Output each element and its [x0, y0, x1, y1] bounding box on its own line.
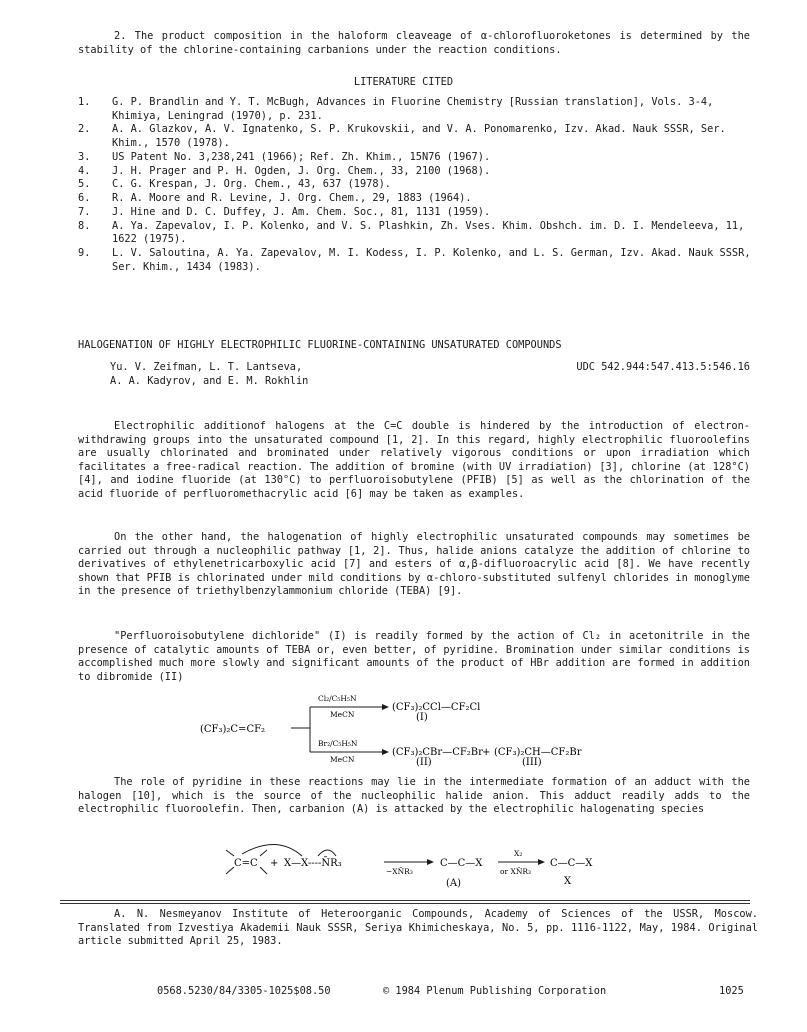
scheme2-arrow-below: −XN̄R₃: [386, 867, 413, 876]
scheme2-product: C—C—X: [550, 858, 593, 869]
bond-line: [226, 867, 234, 874]
reference-item: [78, 123, 758, 150]
scheme2-intermediate: C—C—X: [440, 858, 483, 869]
reference-text: C. G. Krespan, J. Org. Chem., 43, 637 (1978).: [112, 178, 391, 191]
scheme1-reactant: (CF₃)₂C=CF₂: [200, 724, 266, 735]
reference-text: L. V. Saloutina, A. Ya. Zapevalov, M. I. Kodess, I. P. Kolenko, and L. S. German, Izv. Akad. Nauk SSSR, Ser. Khim., 1434 (1983).: [112, 247, 751, 273]
scheme1-solvent-top: MeCN: [330, 710, 355, 719]
curved-arrow-icon: [242, 844, 302, 856]
reference-item: [78, 206, 758, 220]
reference-text: R. A. Moore and R. Levine, J. Org. Chem., 29, 1883 (1964).: [112, 192, 472, 205]
reference-number: 8.: [78, 219, 91, 232]
scheme1-label-III: (III): [522, 757, 542, 768]
body-paragraph-3: "Perfluoroisobutylene dichloride" (I) is readily formed by the action of Cl₂ in acetonitrile in the presence of catalytic amounts of TEBA or, even better, of pyridine. Bromination under similar conditions is accomplished much more slowly and significant amounts of the product of HBr addition are formed in addition to dibromide (II): [78, 630, 750, 683]
reference-item: [78, 165, 758, 179]
scheme1-product-II: (CF₃)₂CBr—CF₂Br: [392, 747, 483, 758]
bond-line: [260, 867, 267, 874]
footer-rule: [60, 900, 750, 901]
reference-number: 7.: [78, 205, 91, 218]
body-paragraph-2: On the other hand, the halogenation of highly electrophilic unsaturated compounds may sometimes be carried out through a nucleophilic pathway [1, 2]. Thus, halide anions catalyze the addition of chlorine to derivatives of ethylenetricarboxylic acid [7] and esters of α,β-difluoroacrylic acid [8]. We have recently shown that PFIB is chlorinated under mild conditions by α-chloro-substituted sulfenyl chlorides in monoglyme in the presence of triethylbenzylammonium chloride (TEBA) [9].: [78, 531, 750, 598]
footer-rule: [60, 903, 750, 904]
bond-line: [260, 850, 267, 856]
udc-code: UDC 542.944:547.413.5:546.16: [576, 361, 750, 373]
arrow-head-icon: [382, 749, 389, 755]
reference-number: 2.: [78, 123, 91, 136]
scheme2-arrow2-above: X₂: [514, 849, 523, 858]
scheme2-plus: +: [270, 858, 279, 869]
scheme1-solvent-bottom: MeCN: [330, 755, 355, 764]
literature-heading: LITERATURE CITED: [353, 76, 454, 88]
reference-text: J. Hine and D. C. Duffey, J. Am. Chem. Soc., 81, 1131 (1959).: [112, 205, 491, 218]
reference-item: [78, 247, 758, 274]
reference-item: [78, 178, 758, 192]
reference-text: G. P. Brandlin and Y. T. McBugh, Advances in Fluorine Chemistry [Russian translation], Vols. 3-4, Khimiya, Leningrad (1970), p. 231.: [112, 96, 714, 122]
authors-line: A. A. Kadyrov, and E. M. Rokhlin: [110, 374, 309, 387]
scheme2-label-A: (A): [446, 878, 462, 889]
reference-item: [78, 96, 758, 123]
reference-text: US Patent No. 3,238,241 (1966); Ref. Zh. Khim., 15N76 (1967).: [112, 150, 491, 163]
reference-list: [78, 96, 758, 274]
scheme2-arrow2-below: or XN̄R₃: [500, 867, 532, 876]
reference-text: A. A. Glazkov, A. V. Ignatenko, S. P. Krukovskii, and V. A. Ponomarenko, Izv. Akad. Nauk SSSR, Ser. Khim., 1570 (1978).: [112, 123, 726, 149]
curved-arrow-icon: [318, 850, 336, 856]
conclusion-2: 2. The product composition in the haloform cleaveage of α-chlorofluoroketones is determined by the stability of the chlorine-containing carbanions under the reaction conditions.: [78, 30, 750, 56]
scheme1-product-I: (CF₃)₂CCl—CF₂Cl: [392, 702, 481, 713]
bond-line: [226, 850, 234, 856]
body-paragraph-4: The role of pyridine in these reactions may lie in the intermediate formation of an adduct with the halogen [10], which is the source of the nucleophilic halide anion. This adduct readily adds to the electrophilic fluoroolefin. Then, carbanion (A) is attacked by the electrophilic halogenating species: [78, 776, 750, 816]
body-paragraph-1: Electrophilic additionof halogens at the C=C double is hindered by the introduction of electron-withdrawing groups into the unsaturated compound [1, 2]. In this regard, highly electrophilic fluoroolefins are usually chlorinated and brominated under relatively vigorous conditions or upon irradiation which facilitates a free-radical reaction. The addition of bromine (with UV irradiation) [3], chlorine (at 128°C) [4], and iodine fluoride (at 130°C) to perfluoroisobutylene (PFIB) [5] as well as the chlorination of the acid fluoride of perfluoromethacrylic acid [6] may be taken as examples.: [78, 420, 750, 500]
scheme1-plus: +: [482, 747, 491, 758]
footer-affiliation: A. N. Nesmeyanov Institute of Heteroorganic Compounds, Academy of Sciences of the USSR, Moscow. Translated from Izvestiya Akademii Nauk SSSR, Seriya Khimicheskaya, No. 5, pp. 1116-1122, May, 1984. Original article submitted April 25, 1983.: [78, 908, 758, 948]
arrow-head-icon: [427, 859, 434, 865]
reference-text: J. H. Prager and P. H. Ogden, J. Org. Chem., 33, 2100 (1968).: [112, 164, 491, 177]
reference-number: 9.: [78, 247, 91, 260]
scheme1-label-II: (II): [416, 757, 432, 768]
article-authors: [110, 361, 470, 388]
reference-number: 4.: [78, 164, 91, 177]
arrow-head-icon: [382, 704, 389, 710]
scheme1-label-I: (I): [416, 712, 428, 723]
footer-code: 0568.5230/84/3305-1025$08.50: [157, 985, 331, 997]
scheme2-product-X: X: [564, 876, 572, 887]
reaction-scheme-2: [222, 840, 612, 892]
scheme1-reagent-bottom: Br₂/C₅H₅N: [318, 739, 358, 748]
scheme1-product-III: (CF₃)₂CH—CF₂Br: [494, 747, 582, 758]
article-title: HALOGENATION OF HIGHLY ELECTROPHILIC FLUORINE-CONTAINING UNSATURATED COMPOUNDS: [78, 339, 562, 351]
scheme2-halogen-adduct: X—X----N̄R₃: [284, 858, 342, 869]
footer-copyright: © 1984 Plenum Publishing Corporation: [383, 985, 607, 997]
reference-number: 5.: [78, 178, 91, 191]
reference-number: 1.: [78, 96, 91, 108]
reference-item: [78, 151, 758, 165]
reference-item: [78, 220, 758, 247]
reference-item: [78, 192, 758, 206]
reference-number: 3.: [78, 150, 91, 163]
reference-number: 6.: [78, 192, 91, 205]
reference-text: A. Ya. Zapevalov, I. P. Kolenko, and V. S. Plashkin, Zh. Vses. Khim. Obshch. im. D. I. Mendeleeva, 11, 1622 (1975).: [112, 219, 745, 246]
page-number: 1025: [719, 985, 744, 997]
scheme2-alkene: C=C: [234, 858, 258, 869]
scheme1-reagent-top: Cl₂/C₅H₅N: [318, 694, 357, 703]
reaction-scheme-1: [200, 690, 620, 770]
arrow-head-icon: [538, 859, 545, 865]
authors-line: Yu. V. Zeifman, L. T. Lantseva,: [110, 361, 303, 373]
